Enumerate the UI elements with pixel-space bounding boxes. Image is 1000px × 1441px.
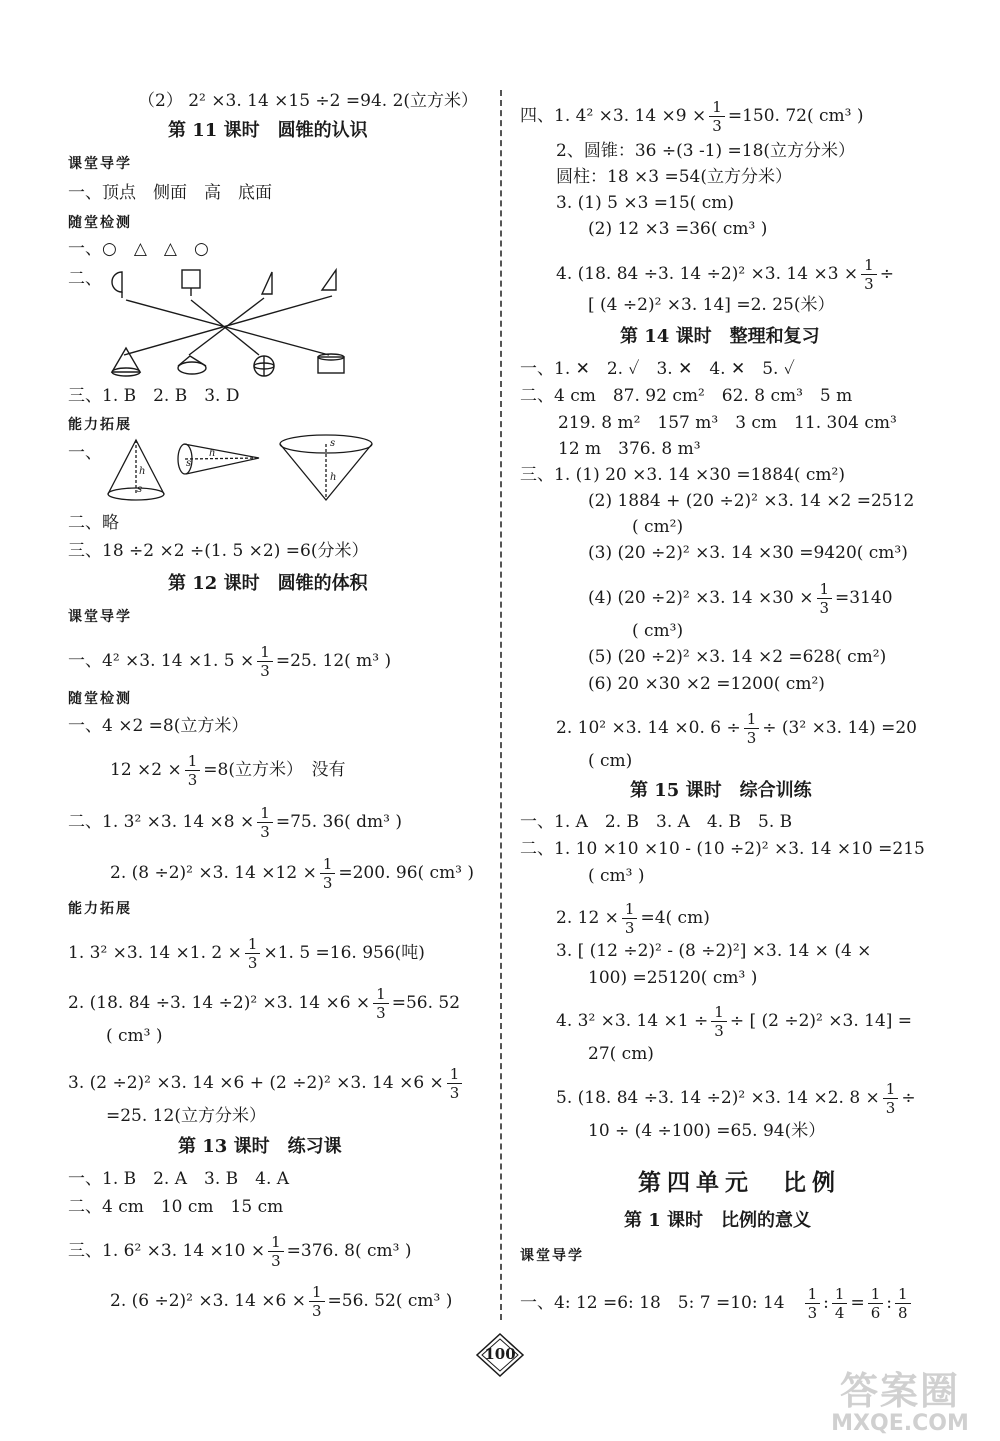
answer-line: 二、4 cm 10 cm 15 cm <box>68 1197 284 1217</box>
answer-line: 一、1. ✕ 2. ✓ 3. ✕ 4. ✕ 5. ✓ <box>520 359 795 379</box>
fraction-one-third: $\frac{1}{3}$ <box>744 710 760 747</box>
section-heading: 随堂检测 <box>68 691 132 707</box>
answer-line: 2. (18. 84 ÷3. 14 ÷2)² ×3. 14 ×6 × $\frac{1}{3}$ =56. 52 <box>68 985 461 1022</box>
answer-line: 219. 8 m² 157 m³ 3 cm 11. 304 cm³ <box>558 413 897 433</box>
answer-line: 5. (18. 84 ÷3. 14 ÷2)² ×3. 14 ×2. 8 × $\frac{1}{3}$ ÷ <box>556 1080 916 1117</box>
answer-line: 27( cm) <box>588 1044 654 1064</box>
answer-line: 二、1. 10 ×10 ×10 - (10 ÷2)² ×3. 14 ×10 =215 <box>520 839 925 859</box>
answer-line: （2） 2² ×3. 14 ×15 ÷2 =94. 2(立方米） <box>138 91 479 111</box>
lesson-14-title: 第 14 课时 整理和复习 <box>620 326 820 347</box>
fraction-one-sixth: $\frac{1}{6}$ <box>868 1285 884 1322</box>
fraction-one-third: $\frac{1}{3}$ <box>257 643 273 680</box>
answer-line: 12 m 376. 8 m³ <box>558 439 701 459</box>
answer-line: =25. 12(立方分米） <box>106 1106 266 1126</box>
answer-line: 圆柱：18 ×3 =54(立方分米） <box>556 167 793 187</box>
fraction-one-third: $\frac{1}{3}$ <box>245 935 261 972</box>
answer-line: 1. 3² ×3. 14 ×1. 2 × $\frac{1}{3}$ ×1. 5 =16. 956(吨) <box>68 935 425 972</box>
half-circle-icon <box>112 272 122 292</box>
answer-line: 2. (8 ÷2)² ×3. 14 ×12 × $\frac{1}{3}$ =200. 96( cm³ ) <box>110 855 475 892</box>
answer-line: 2、圆锥：36 ÷(3 -1) =18(立方分米） <box>556 141 856 161</box>
answer-line: ( cm³ ) <box>588 866 645 886</box>
fraction-one-third: $\frac{1}{3}$ <box>185 752 201 789</box>
answer-line: ( cm³) <box>632 621 684 641</box>
section-heading: 能力拓展 <box>68 417 132 433</box>
answer-line: 2. (6 ÷2)² ×3. 14 ×6 × $\frac{1}{3}$ =56. 52( cm³ ) <box>110 1283 453 1320</box>
fraction-one-third: $\frac{1}{3}$ <box>373 985 389 1022</box>
answer-line: 3. [ (12 ÷2)² - (8 ÷2)²] ×3. 14 × (4 × <box>556 941 872 961</box>
fraction-one-third: $\frac{1}{3}$ <box>883 1080 899 1117</box>
lesson-11-title: 第 11 课时 圆锥的认识 <box>168 120 368 141</box>
answer-line: 一、 <box>68 443 102 463</box>
section-heading: 课堂导学 <box>520 1248 584 1264</box>
svg-text:s: s <box>137 484 143 495</box>
svg-text:s: s <box>330 438 336 449</box>
lesson-13-title: 第 13 课时 练习课 <box>178 1136 342 1157</box>
answer-line: 一、1. A 2. B 3. A 4. B 5. B <box>520 812 793 832</box>
triangle-icon <box>262 272 272 294</box>
answer-line: 三、1. (1) 20 ×3. 14 ×30 =1884( cm²) <box>520 465 845 485</box>
triangle-icon <box>322 270 336 290</box>
page-number: 100 <box>484 1345 516 1363</box>
section-heading: 能力拓展 <box>68 901 132 917</box>
section-heading: 课堂导学 <box>68 609 132 625</box>
fraction-one-third: $\frac{1}{3}$ <box>861 256 877 293</box>
fraction-one-third: $\frac{1}{3}$ <box>257 804 273 841</box>
answer-line: ( cm) <box>588 751 633 771</box>
answer-line: (4) (20 ÷2)² ×3. 14 ×30 × $\frac{1}{3}$ =3140 <box>588 580 893 617</box>
section-heading: 随堂检测 <box>68 215 132 231</box>
answer-line: 4. 3² ×3. 14 ×1 ÷ $\frac{1}{3}$ ÷ [ (2 ÷2)² ×3. 14] = <box>556 1003 913 1040</box>
answer-line: 一、顶点 侧面 高 底面 <box>68 183 272 203</box>
answer-line: ( cm²) <box>632 517 684 537</box>
fraction-one-eighth: $\frac{1}{8}$ <box>895 1285 911 1322</box>
svg-text:h: h <box>139 466 146 477</box>
answer-line: 一、4² ×3. 14 ×1. 5 × $\frac{1}{3}$ =25. 12( m³ ) <box>68 643 392 680</box>
answer-line: (5) (20 ÷2)² ×3. 14 ×2 =628( cm²) <box>588 647 887 667</box>
fraction-one-third: $\frac{1}{3}$ <box>709 98 725 135</box>
fraction-one-third: $\frac{1}{3}$ <box>320 855 336 892</box>
answer-line: 四、1. 4² ×3. 14 ×9 × $\frac{1}{3}$ =150. 72( cm³ ) <box>520 98 864 135</box>
answer-line: 12 ×2 × $\frac{1}{3}$ =8(立方米） 没有 <box>110 752 346 789</box>
answer-line: 三、1. B 2. B 3. D <box>68 386 240 406</box>
answer-line: 二、略 <box>68 513 119 533</box>
unit-4-title: 第四单元 比例 <box>638 1169 841 1196</box>
answer-line: 10 ÷ (4 ÷100) =65. 94(米） <box>588 1121 826 1141</box>
fraction-one-third: $\frac{1}{3}$ <box>711 1003 727 1040</box>
lesson-15-title: 第 15 课时 综合训练 <box>630 780 812 801</box>
svg-text:h: h <box>330 472 337 483</box>
answer-line: 一、1. B 2. A 3. B 4. A <box>68 1169 290 1189</box>
fraction-one-third: $\frac{1}{3}$ <box>268 1233 284 1270</box>
fraction-one-fourth: $\frac{1}{4}$ <box>832 1285 848 1322</box>
square-icon <box>182 270 200 288</box>
answer-line: 2. 12 × $\frac{1}{3}$ =4( cm) <box>556 900 710 937</box>
answer-line: 4. (18. 84 ÷3. 14 ÷2)² ×3. 14 ×3 × $\frac{1}{3}$ ÷ <box>556 256 894 293</box>
answer-line: [ (4 ÷2)² ×3. 14] =2. 25(米） <box>588 295 835 315</box>
fraction-one-third: $\frac{1}{3}$ <box>447 1065 463 1102</box>
fraction-one-third: $\frac{1}{3}$ <box>309 1283 325 1320</box>
fraction-one-third: $\frac{1}{3}$ <box>817 580 833 617</box>
matching-diagram <box>104 260 364 380</box>
fraction-one-third: $\frac{1}{3}$ <box>622 900 638 937</box>
answer-line: (6) 20 ×30 ×2 =1200( cm²) <box>588 674 825 694</box>
answer-line: 二、1. 3² ×3. 14 ×8 × $\frac{1}{3}$ =75. 36( dm³ ) <box>68 804 403 841</box>
frustum-icon <box>178 362 206 374</box>
fraction-one-third: $\frac{1}{3}$ <box>805 1285 821 1322</box>
answer-line: 三、18 ÷2 ×2 ÷(1. 5 ×2) =6(分米） <box>68 541 369 561</box>
answer-line: 100) =25120( cm³ ) <box>588 968 758 988</box>
answer-line: 三、1. 6² ×3. 14 ×10 × $\frac{1}{3}$ =376. 8( cm³ ) <box>68 1233 412 1270</box>
cone-figures <box>104 432 434 512</box>
column-divider <box>500 90 502 1320</box>
watermark-logo: 答案圈 MXQE.COM <box>831 1369 969 1436</box>
answer-line: (2) 1884 + (20 ÷2)² ×3. 14 ×2 =2512 <box>588 491 915 511</box>
answer-line: 一、○ △ △ ○ <box>68 239 209 259</box>
section-heading: 课堂导学 <box>68 156 132 172</box>
answer-line: 2. 10² ×3. 14 ×0. 6 ÷ $\frac{1}{3}$ ÷ (3² ×3. 14) =20 <box>556 710 917 747</box>
lesson-1-title: 第 1 课时 比例的意义 <box>624 1210 812 1231</box>
svg-text:h: h <box>209 448 216 459</box>
answer-line: 一、4 ×2 =8(立方米） <box>68 716 249 736</box>
answer-line: 3. (1) 5 ×3 =15( cm) <box>556 193 734 213</box>
answer-line: (2) 12 ×3 =36( cm³ ) <box>588 219 768 239</box>
lesson-12-title: 第 12 课时 圆锥的体积 <box>168 573 368 594</box>
answer-line: 二、 <box>68 269 102 289</box>
answer-line: 3. (2 ÷2)² ×3. 14 ×6 + (2 ÷2)² ×3. 14 ×6 × $\frac{1}{3}$ <box>68 1065 465 1102</box>
svg-text:s: s <box>186 458 192 469</box>
answer-line: 二、4 cm 87. 92 cm² 62. 8 cm³ 5 m <box>520 386 853 406</box>
page-number-badge <box>473 1332 527 1378</box>
answer-line: ( cm³ ) <box>106 1026 163 1046</box>
answer-line: (3) (20 ÷2)² ×3. 14 ×30 =9420( cm³) <box>588 543 908 563</box>
answer-line: 一、4: 12 =6: 18 5: 7 =10: 14 $\frac{1}{3}$ : $\frac{1}{4}$ = $\frac{1}{6}$ : $\frac{1}{8}$ <box>520 1285 914 1322</box>
